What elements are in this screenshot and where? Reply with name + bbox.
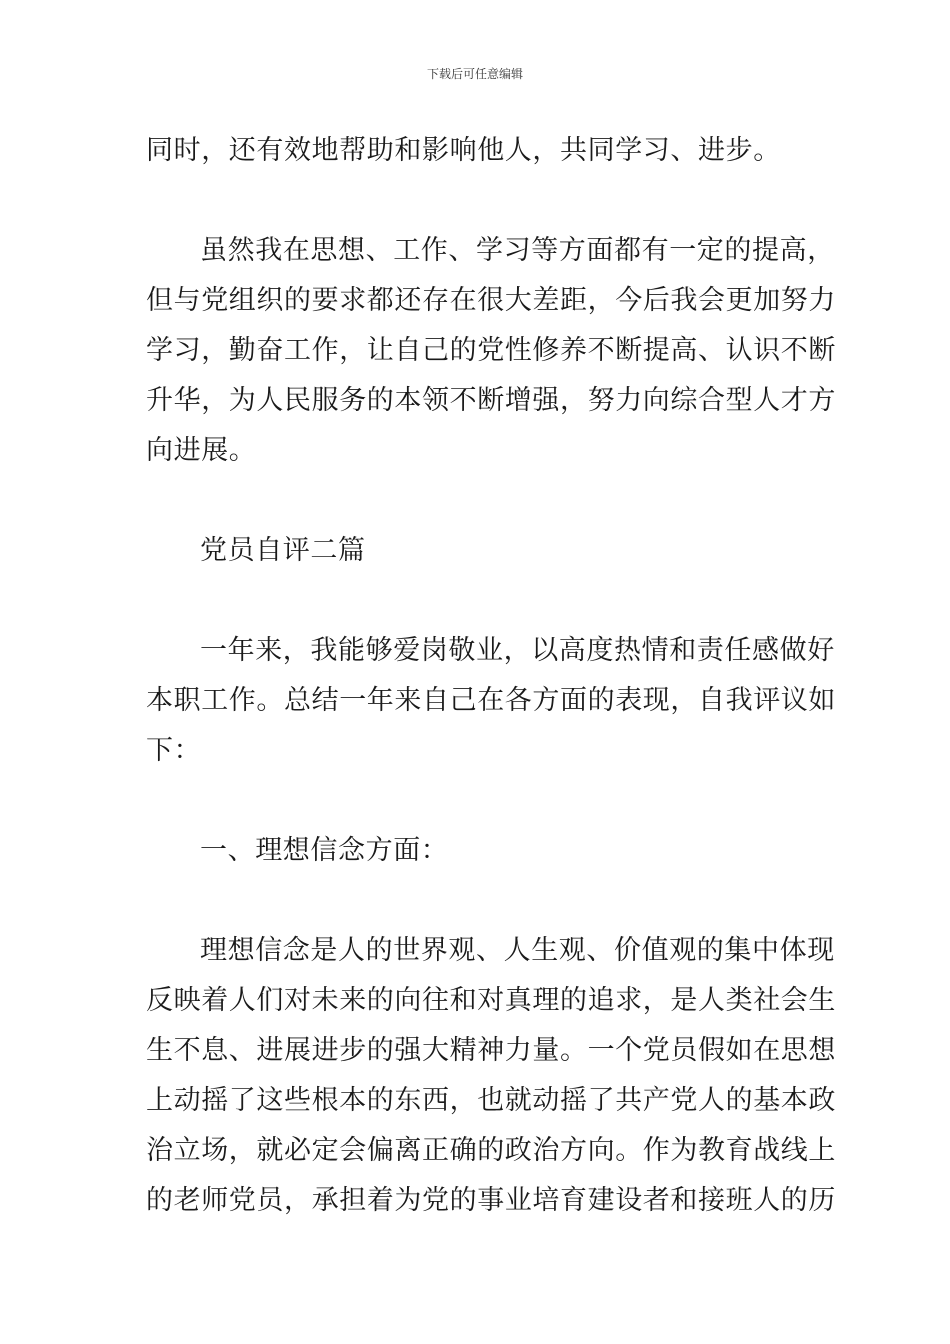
text-line: 但与党组织的要求都还存在很大差距，今后我会更加努力 [146, 285, 836, 316]
text-line: 一年来，我能够爱岗敬业，以高度热情和责任感做好 [200, 635, 835, 666]
section-title [146, 526, 812, 576]
text-line: 向进展。 [146, 435, 257, 466]
text-line: 虽然我在思想、工作、学习等方面都有一定的提高， [200, 235, 835, 266]
text-line: 本职工作。总结一年来自己在各方面的表现，自我评议如 [146, 685, 836, 716]
text-line: 上动摇了这些根本的东西，也就动摇了共产党人的基本政 [146, 1085, 836, 1116]
paragraph-intro [146, 626, 836, 776]
text-line: 生不息、进展进步的强大精神力量。一个党员假如在思想 [146, 1035, 836, 1066]
text-line: 党员自评二篇 [200, 535, 366, 566]
text-line: 治立场，就必定会偏离正确的政治方向。作为教育战线上 [146, 1135, 836, 1166]
text-line: 理想信念是人的世界观、人生观、价值观的集中体现 [200, 935, 835, 966]
paragraph-gap [146, 576, 812, 626]
text-line: 学习，勤奋工作，让自己的党性修养不断提高、认识不断 [146, 335, 836, 366]
text-line: 一、理想信念方面： [200, 835, 449, 866]
paragraph-gap [146, 476, 812, 526]
page-header-note: 下载后可任意编辑 [426, 67, 523, 81]
paragraph-ideals [146, 926, 836, 1226]
text-line: 的老师党员，承担着为党的事业培育建设者和接班人的历 [146, 1185, 836, 1216]
text-line: 下： [146, 735, 202, 766]
paragraph-gap [146, 776, 812, 826]
paragraph-gap [146, 876, 812, 926]
paragraph-gap [146, 176, 812, 226]
text-line: 反映着人们对未来的向往和对真理的追求，是人类社会生 [146, 985, 836, 1016]
text-line: 升华，为人民服务的本领不断增强，努力向综合型人才方 [146, 385, 836, 416]
paragraph-continuation [146, 126, 812, 176]
subsection-heading [146, 826, 812, 876]
paragraph-improvement [146, 226, 836, 476]
document-body [146, 126, 836, 1226]
text-line: 同时，还有效地帮助和影响他人，共同学习、进步。 [146, 135, 781, 166]
